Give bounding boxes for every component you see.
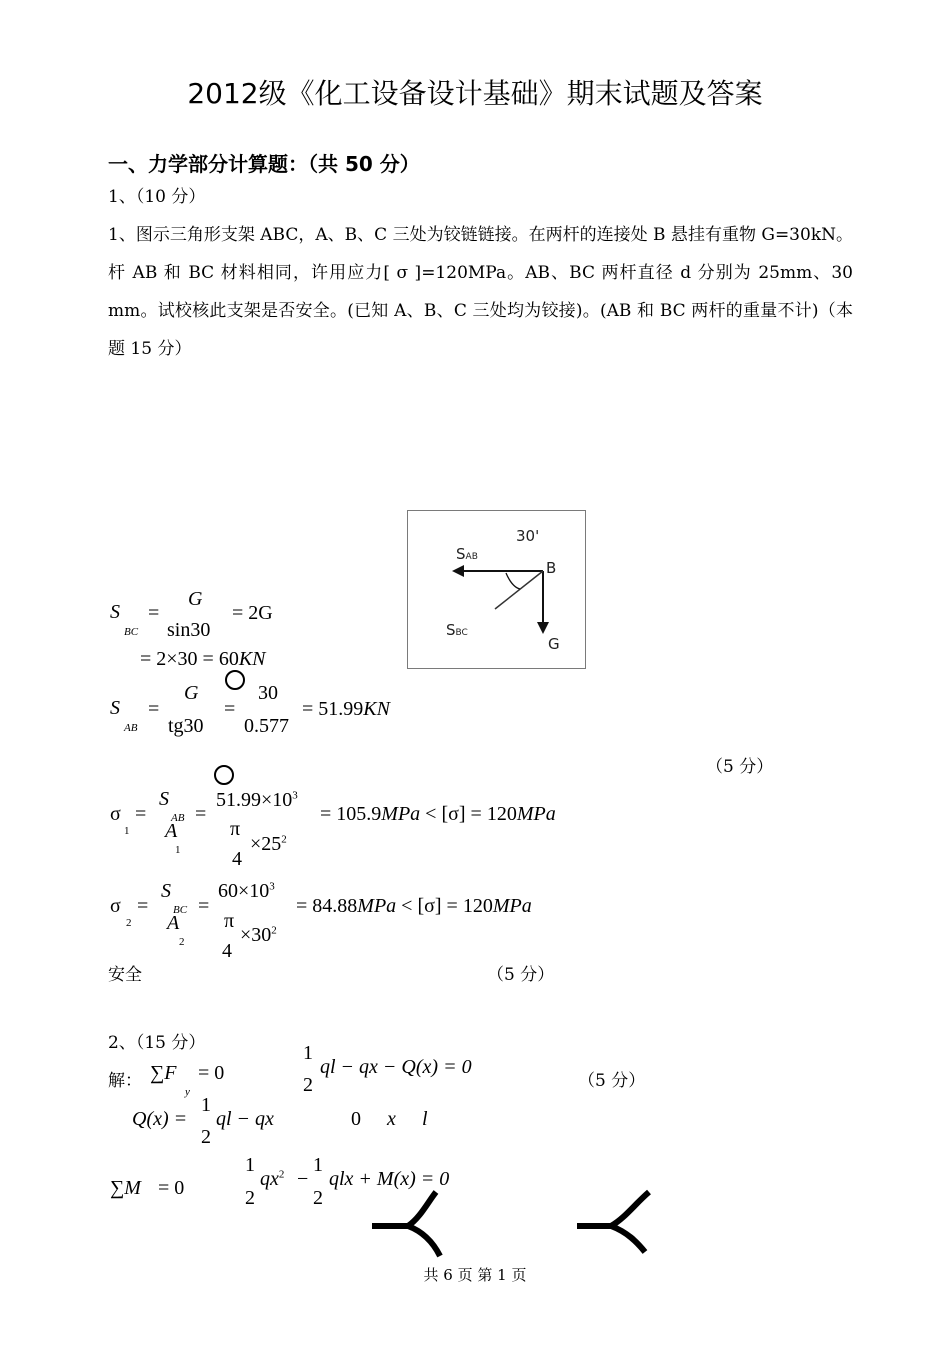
sab-result: = 51.99KN [302, 698, 390, 720]
degree-circle-icon [222, 668, 248, 694]
bracket-glyph-icon [575, 1188, 655, 1258]
question-1-text: 1、图示三角形支架 ABC，A、B、C 三处为铰链链接。在两杆的连接处 B 悬挂有重物 G=30kN。杆 AB 和 BC 材料相同，许用应力[ σ ]=120MPa。AB、BC 两杆直径 d 分别为 25mm、30 mm。试校核此支架是否安全。(已知 A、B、C 三处均为铰接)。(AB 和 BC 两杆的重量不计)（本题 15 分） [108, 225, 853, 359]
sigma1-denominator: $\times 25^2$ [250, 833, 287, 855]
sigma1-result: = 105.9MPa < [σ] = 120MPa [320, 803, 556, 825]
sigma1-numerator: $51.99\times 10^3$ [216, 789, 298, 811]
moment-term: $qx^2$ [260, 1168, 285, 1190]
angle-label: 30' [516, 527, 540, 545]
sigma2-denominator: $\times 30^2$ [240, 924, 277, 946]
score-label: （5 分） [706, 757, 774, 777]
score-label: （5 分） [578, 1071, 646, 1091]
angle-arc [506, 573, 520, 589]
force-diagram [407, 510, 586, 669]
question-2-header: 2、（15 分） [108, 1033, 206, 1053]
section-heading: 一、力学部分计算题：（共 50 分） [108, 152, 420, 176]
page-footer: 共 6 页 第 1 页 [423, 1266, 527, 1284]
solution-label: 解： [108, 1071, 142, 1091]
question-1-header: 1、（10 分） [108, 187, 206, 207]
point-b-label: B [546, 559, 557, 577]
conclusion-safe: 安全 [108, 965, 142, 985]
bracket-glyph-icon [370, 1188, 450, 1258]
sbc-result: = 2G [232, 602, 273, 624]
page-title: 2012级《化工设备设计基础》期末试题及答案 [187, 77, 763, 110]
g-arrow-head [537, 622, 549, 634]
degree-circle-icon [211, 763, 237, 789]
sbc-numeric: = 2×30 = 60KN [140, 648, 266, 670]
sigma2-result: = 84.88MPa < [σ] = 120MPa [296, 895, 532, 917]
g-label: G [548, 635, 560, 653]
sigma2-numerator: $60\times 10^3$ [218, 880, 275, 902]
score-label: （5 分） [487, 965, 555, 985]
sab-label: SAB [456, 545, 478, 563]
sbc-label: SBC [446, 621, 468, 639]
sab-arrow-head [452, 565, 464, 577]
sbc-line [495, 571, 543, 609]
